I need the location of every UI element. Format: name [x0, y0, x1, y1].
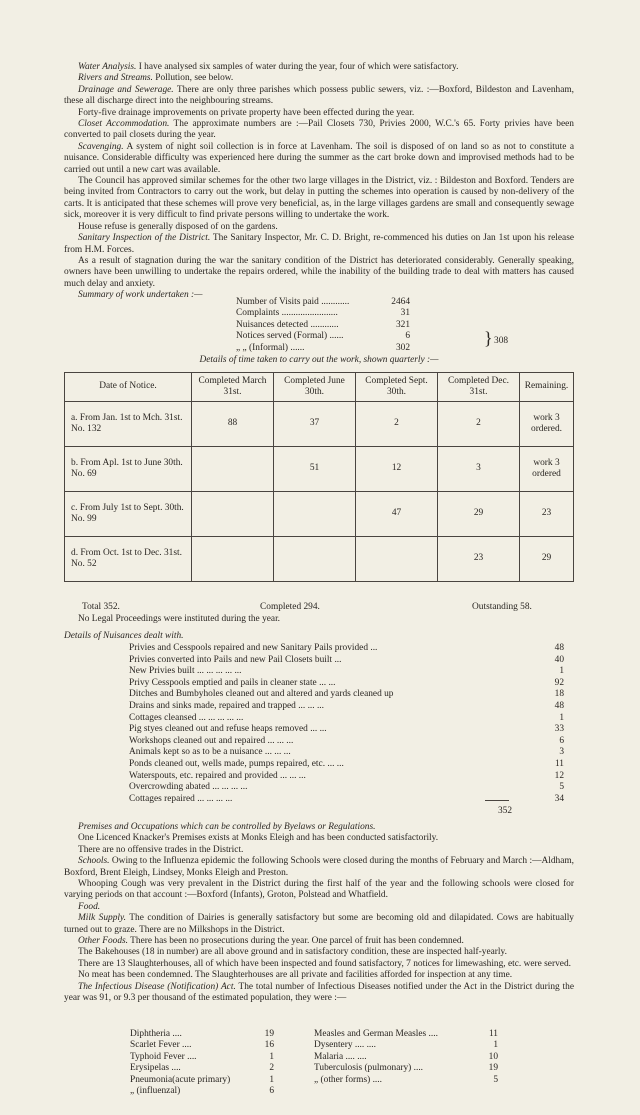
list-item: Overcrowding abated ... ... ... ... 5: [129, 782, 564, 793]
col-header: Completed Sept. 30th.: [356, 373, 438, 402]
completed-count: Completed 294.: [260, 602, 320, 612]
list-item: Ditches and Bumbyholes cleaned out and altered and yards cleaned up 18: [129, 689, 564, 700]
summary-row: „ „ (Informal) ...... 302: [236, 342, 410, 353]
slaughterhouses-paragraph: There are 13 Slaughterhouses, all of which have been inspected and found satisfactory, 7 notices for limewashing, etc. were served.: [78, 958, 571, 969]
summary-row: Complaints ........................ 31: [236, 308, 410, 319]
premises-heading: Premises and Occupations which can be controlled by Byelaws or Regulations.: [78, 822, 376, 832]
sum-rule: [485, 800, 509, 801]
diseases-list: [130, 1029, 580, 1097]
house-refuse-paragraph: House refuse is generally disposed of on the gardens.: [78, 221, 278, 232]
list-item: Privy Cesspools emptied and pails in cleaner state ... ... 92: [129, 677, 564, 688]
other-foods-heading: Other Foods.: [78, 936, 128, 947]
list-item: Pneumonia(acute primary) 1 „ (other forms) .... 5: [130, 1074, 498, 1085]
summary-list: [236, 297, 509, 354]
table-row: d. From Oct. 1st to Dec. 31st. No. 52 23 29: [65, 537, 574, 582]
quarterly-table: [64, 372, 574, 582]
summary-row: Notices served (Formal) ...... 6: [236, 331, 410, 342]
sanitary-inspection-heading: Sanitary Inspection of the District.: [78, 233, 211, 244]
total-count: Total 352.: [82, 602, 120, 612]
list-item: Drains and sinks made, repaired and trapped ... ... ... 48: [129, 700, 564, 711]
totals-line: [80, 602, 570, 614]
drainage-improvements: Forty-five drainage improvements on private property have been effected during the year.: [78, 107, 415, 118]
whooping-cough-paragraph: Whooping Cough was very prevalent in the District during the first half of the year and the following schools were closed for varying periods on that account :—Boxford (Infants), Groton, Polstead and Whatfield.: [64, 879, 574, 901]
infectious-disease-heading: The Infectious Disease (Notification) Act.: [78, 981, 236, 992]
food-heading: Food.: [78, 901, 101, 912]
summary-row: Nuisances detected ............ 321: [236, 319, 410, 330]
col-header: Completed June 30th.: [274, 373, 356, 402]
milk-heading: Milk Supply.: [78, 913, 126, 924]
brace-symbol: }: [484, 328, 493, 349]
nuisances-heading: Details of Nuisances dealt with.: [64, 631, 184, 641]
nuisances-total: 352: [497, 806, 512, 816]
list-item: Waterspouts, etc. repaired and provided ... ... ... 12: [129, 770, 564, 781]
water-analysis-heading: Water Analysis.: [78, 62, 137, 72]
col-header: Completed March 31st.: [192, 373, 274, 402]
bakehouses-paragraph: The Bakehouses (18 in number) are all above ground and in satisfactory condition, these are inspected half-yearly.: [78, 947, 507, 958]
meat-paragraph: No meat has been condemned. The Slaughterhouses are all private and facilities afforded for inspection at any time.: [78, 970, 513, 981]
summary-heading: Summary of work undertaken :—: [78, 290, 203, 301]
table-row: a. From Jan. 1st to Mch. 31st. No. 132 88 37 2 2 work 3 ordered.: [65, 402, 574, 447]
col-header: Remaining.: [520, 373, 574, 402]
premises-section: Premises and Occupations which can be controlled by Byelaws or Regulations. One Licenced Knacker's Premises exists at Monks Eleigh and has been conducted satisfactorily. There are no offensive trades in the District. Schools. Owing to the Influenza epidemic the following Schools were closed during the months of February and March :—Aldham, Boxford, Brent Eleigh, Lindsey, Monks Eleigh and Preston. Whooping Cough was very prevalent in the District during the first half of the year and the following schools were closed for varying periods on that account :—Boxford (Infants), Groton, Polstead and Whatfield. Food. Milk Supply. The condition of Dairies is generally satisfactory but some are becoming old and dilapidated. Cows are habitually turned out to graze. There are no Milkshops in the District. Other Foods. There has been no prosecutions during the year. One parcel of fruit has been condemned. The Bakehouses (18 in number) are all above ground and in satisfactory condition, these are inspected half-yearly. There are 13 Slaughterhouses, all of which have been inspected and found satisfactory, 7 notices for limewashing, etc. were served. No meat has been condemned. The Slaughterhouses are all private and facilities afforded for inspection at any time. The Infectious Disease (Notification) Act. The total number of Infectious Diseases notified under the Act in the District during the year was 91, or 9.3 per thousand of the estimated population, they were :—: [64, 822, 575, 1004]
col-header: Completed Dec. 31st.: [438, 373, 520, 402]
table-header-row: [65, 373, 574, 402]
list-item: Erysipelas .... 2 Tuberculosis (pulmonary) .... 19: [130, 1063, 498, 1074]
col-header: Date of Notice.: [65, 373, 192, 402]
outstanding-count: Outstanding 58.: [472, 602, 532, 612]
list-item: Workshops cleaned out and repaired ... ... ... 6: [129, 735, 564, 746]
list-item: Typhoid Fever .... 1 Malaria .... .... 10: [130, 1051, 498, 1062]
list-item: Cottages cleansed ... ... ... ... ... 1: [129, 712, 564, 723]
list-item: Privies and Cesspools repaired and new Sanitary Pails provided ... 48: [129, 643, 564, 653]
notices-total: 308: [494, 336, 509, 347]
list-item: Scarlet Fever .... 16 Dysentery .... .... 1: [130, 1040, 498, 1051]
council-schemes-paragraph: The Council has approved similar schemes for the other two large villages in the District, viz. : Bildeston and Boxford. Tenders are being invited from Contractors to carry out the work, but delay in putting the schemes into operation is caused by non-delivery of the carts. It is anticipated that these schemes will prove very beneficial, as, in the large villages gardens are small and consequently sewage sick, moreover it is very difficult to find private persons willing to undertake the work.: [64, 176, 574, 221]
list-item: Cottages repaired ... ... ... ... 34: [129, 793, 564, 804]
table-row: c. From July 1st to Sept. 30th. No. 99 47 29 23: [65, 492, 574, 537]
list-item: Pig styes cleaned out and refuse heaps removed ... ... 33: [129, 724, 564, 735]
stagnation-paragraph: As a result of stagnation during the war the sanitary condition of the District has deteriorated considerably. Generally speaking, owners have been unwilling to undertake the repairs ordered, while the inability of the building trade to deal with matters has caused much delay and anxiety.: [64, 255, 574, 289]
sanitary-section: Water Analysis. I have analysed six samples of water during the year, four of which were satisfactory. Rivers and Streams. Pollution, see below. Drainage and Sewerage. There are only three parishes which possess public sewers, viz. :—Boxford, Bildeston and Lavenham, these all discharge direct into the neighbouring streams. Forty-five drainage improvements on private property have been effected during the year. Closet Accommodation. The approximate numbers are :—Pail Closets 730, Privies 2000, W.C.'s 65. Forty privies have been converted to pail closets during the year. Scavenging. A system of night soil collection is in force at Lavenham. The soil is disposed of on land so as not to constitute a nuisance. Considerable difficulty was experienced here during the summer as the cart broke down and improvised methods had to be carried out until a new cart was available. The Council has approved similar schemes for the other two large villages in the District, viz. : Bildeston and Boxford. Tenders are being invited from Contractors to carry out the work, but delay in putting the schemes into operation is caused by non-delivery of the carts. It is anticipated that these schemes will prove very beneficial, as, in the large villages gardens are small and consequently sewage sick, moreover it is very difficult to find private persons willing to undertake the work. House refuse is generally disposed of on the gardens. Sanitary Inspection of the District. The Sanitary Inspector, Mr. C. D. Bright, re-commenced his duties on Jan 1st upon his release from H.M. Forces. As a result of stagnation during the war the sanitary condition of the District has deteriorated considerably. Generally speaking, owners have been unwilling to undertake the repairs ordered, while the inability of the building trade to deal with matters has caused much delay and anxiety. Summary of work undertaken :—: [64, 62, 574, 301]
summary-row: Number of Visits paid ............ 2464: [236, 297, 410, 307]
closet-heading: Closet Accommodation.: [78, 119, 170, 130]
rivers-heading: Rivers and Streams.: [78, 73, 153, 84]
list-item: New Privies built ... ... ... ... ... 1: [129, 666, 564, 677]
schools-heading: Schools.: [78, 856, 110, 867]
list-item: Animals kept so as to be a nuisance ... ... ... 3: [129, 747, 564, 758]
table-row: b. From Apl. 1st to June 30th. No. 69 51 12 3 work 3 ordered: [65, 447, 574, 492]
list-item: Ponds cleaned out, wells made, pumps repaired, etc. ... ... 11: [129, 758, 564, 769]
list-item: Privies converted into Pails and new Pail Closets built ... 40: [129, 654, 564, 665]
drainage-heading: Drainage and Sewerage.: [78, 84, 174, 95]
list-item: „ (influenzal) 6: [130, 1085, 274, 1096]
list-item: Diphtheria .... 19 Measles and German Measles .... 11: [130, 1029, 498, 1039]
legal-line: No Legal Proceedings were instituted during the year.: [78, 614, 281, 624]
scavenging-heading: Scavenging.: [78, 141, 124, 152]
nuisances-list: [64, 631, 584, 805]
table-caption: Details of time taken to carry out the work, shown quarterly :—: [199, 355, 439, 365]
